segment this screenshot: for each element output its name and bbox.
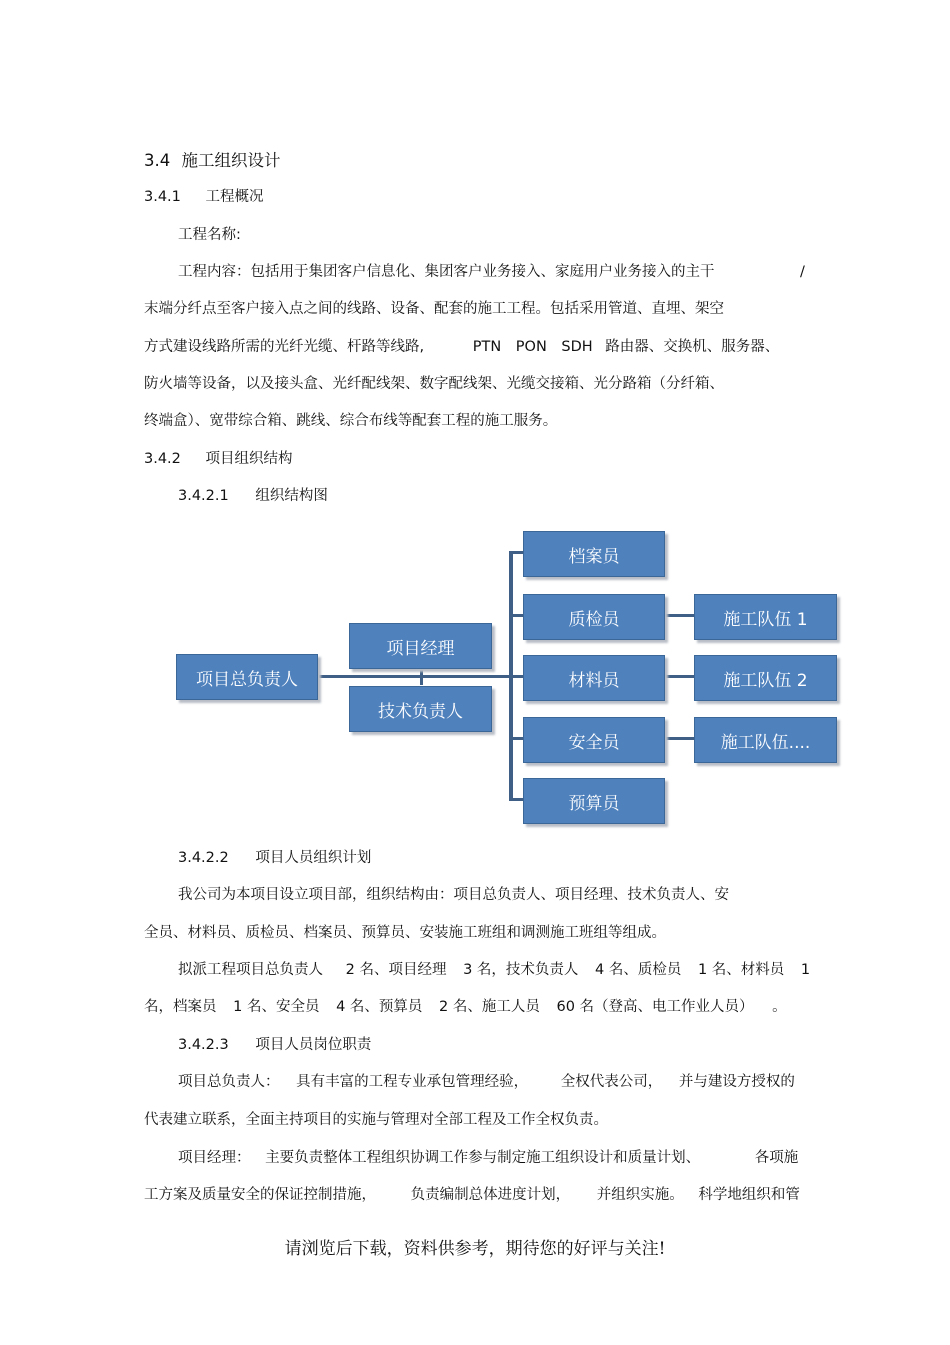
duty-segment: 科学地组织和管 <box>698 1187 800 1203</box>
org-node-team3: 施工队伍.... <box>694 717 837 763</box>
staff-count-segment: 拟派工程项目总负责人 <box>178 962 323 978</box>
staff-count-segment: 。 <box>772 999 787 1015</box>
content-line-3-tail: 路由器、交换机、服务器、 <box>605 339 780 355</box>
content-line-3 <box>144 338 779 356</box>
duty-segment: 并组织实施。 <box>596 1187 684 1203</box>
subsection-number: 3.4.2 <box>144 451 181 467</box>
org-node-safety: 安全员 <box>523 717 665 763</box>
connector-inspector <box>509 614 523 617</box>
org-node-root: 项目总负责人 <box>176 654 318 700</box>
content-line-1: 工程内容：包括用于集团客户信息化、集团客户业务接入、家庭用户业务接入的主干 <box>178 264 715 280</box>
connector-team1 <box>664 614 694 617</box>
subsection-heading-342 <box>144 450 293 468</box>
duty-segment: 项目经理： <box>178 1150 251 1166</box>
duty-segment: 负责编制总体进度计划， <box>410 1187 571 1203</box>
staff-count-segment: 2 名、施工人员 <box>439 999 540 1015</box>
connector-archivist <box>509 551 523 554</box>
subsection-heading-3421 <box>178 487 328 505</box>
staff-count-segment: 名，档案员 <box>144 999 217 1015</box>
duty-para-1-line-1 <box>178 1073 795 1091</box>
subsection-number: 3.4.2.2 <box>178 850 229 866</box>
duty-segment: 各项施 <box>754 1150 799 1166</box>
staff-count-segment: 4 名、预算员 <box>336 999 423 1015</box>
duty-para-2-line-2 <box>144 1186 800 1204</box>
duty-segment: 工方案及质量安全的保证控制措施， <box>144 1187 376 1203</box>
content-line-2: 末端分纤点至客户接入点之间的线路、设备、配套的施工工程。包括采用管道、直埋、架空 <box>144 301 724 317</box>
duty-segment: 全权代表公司， <box>560 1074 663 1090</box>
subsection-title: 项目组织结构 <box>205 451 293 467</box>
org-node-team1: 施工队伍 1 <box>694 594 837 640</box>
duty-para-2-line-1 <box>178 1149 798 1167</box>
org-node-manager: 项目经理 <box>349 623 492 669</box>
tech-pon: PON <box>515 339 547 355</box>
connector-team2 <box>664 675 694 678</box>
org-node-budget: 预算员 <box>523 778 665 824</box>
connector-root-trunk <box>316 675 512 678</box>
staff-count-segment: 1 名、材料员 <box>697 962 785 978</box>
page-footer-note: 请浏览后下载，资料供参考，期待您的好评与关注! <box>284 1239 666 1259</box>
connector-materials <box>509 675 523 678</box>
plan-para-1-line-1: 我公司为本项目设立项目部，组织结构由：项目总负责人、项目经理、技术负责人、安 <box>178 887 729 903</box>
org-node-team2: 施工队伍 2 <box>694 655 837 701</box>
subsection-number: 3.4.2.1 <box>178 488 229 504</box>
content-slash: / <box>800 264 805 280</box>
subsection-title: 项目人员岗位职责 <box>255 1037 372 1053</box>
content-line-3-text: 方式建设线路所需的光纤光缆、杆路等线路, <box>144 339 425 355</box>
section-heading <box>144 152 281 170</box>
connector-safety <box>509 737 523 740</box>
subsection-title: 工程概况 <box>205 189 264 205</box>
subsection-number: 3.4.2.3 <box>178 1037 229 1053</box>
tech-ptn: PTN <box>472 339 502 355</box>
staff-count-segment: 60 名（登高、电工作业人员） <box>556 999 754 1015</box>
subsection-heading-341 <box>144 188 264 206</box>
project-name-label: 工程名称: <box>178 227 241 243</box>
org-node-inspector: 质检员 <box>523 594 665 640</box>
duty-segment: 主要负责整体工程组织协调工作参与制定施工组织设计和质量计划、 <box>265 1150 701 1166</box>
subsection-heading-3422 <box>178 849 371 867</box>
org-node-materials: 材料员 <box>523 655 665 701</box>
staff-count-segment: 2 名、项目经理 <box>345 962 447 978</box>
subsection-title: 项目人员组织计划 <box>255 850 372 866</box>
staff-count-segment: 1 名、安全员 <box>233 999 320 1015</box>
plan-para-2-line-1 <box>178 961 810 979</box>
org-node-archivist: 档案员 <box>523 531 665 577</box>
content-line-4: 防火墙等设备，以及接头盒、光纤配线架、数字配线架、光缆交接箱、光分路箱（分纤箱、 <box>144 376 724 392</box>
connector-mid-tick <box>420 669 423 685</box>
org-node-tech-lead: 技术负责人 <box>349 686 492 732</box>
staff-count-segment: 1 <box>800 962 811 978</box>
duty-segment: 并与建设方授权的 <box>678 1074 795 1090</box>
subsection-number: 3.4.1 <box>144 189 181 205</box>
duty-segment: 项目总负责人： <box>178 1074 280 1090</box>
content-line-5: 终端盒）、宽带综合箱、跳线、综合布线等配套工程的施工服务。 <box>144 413 558 429</box>
tech-sdh: SDH <box>561 339 593 355</box>
connector-budget <box>509 798 523 801</box>
section-title: 施工组织设计 <box>181 151 281 170</box>
staff-count-segment: 3 名，技术负责人 <box>463 962 579 978</box>
section-number: 3.4 <box>144 151 171 170</box>
duty-segment: 具有丰富的工程专业承包管理经验， <box>296 1074 529 1090</box>
connector-team3 <box>664 737 694 740</box>
plan-para-2-line-2 <box>144 998 787 1016</box>
subsection-title: 组织结构图 <box>255 488 328 504</box>
staff-count-segment: 4 名、质检员 <box>595 962 682 978</box>
duty-para-1-line-2: 代表建立联系，全面主持项目的实施与管理对全部工程及工作全权负责。 <box>144 1112 608 1128</box>
plan-para-1-line-2: 全员、材料员、质检员、档案员、预算员、安装施工班组和调测施工班组等组成。 <box>144 925 666 941</box>
subsection-heading-3423 <box>178 1036 371 1054</box>
